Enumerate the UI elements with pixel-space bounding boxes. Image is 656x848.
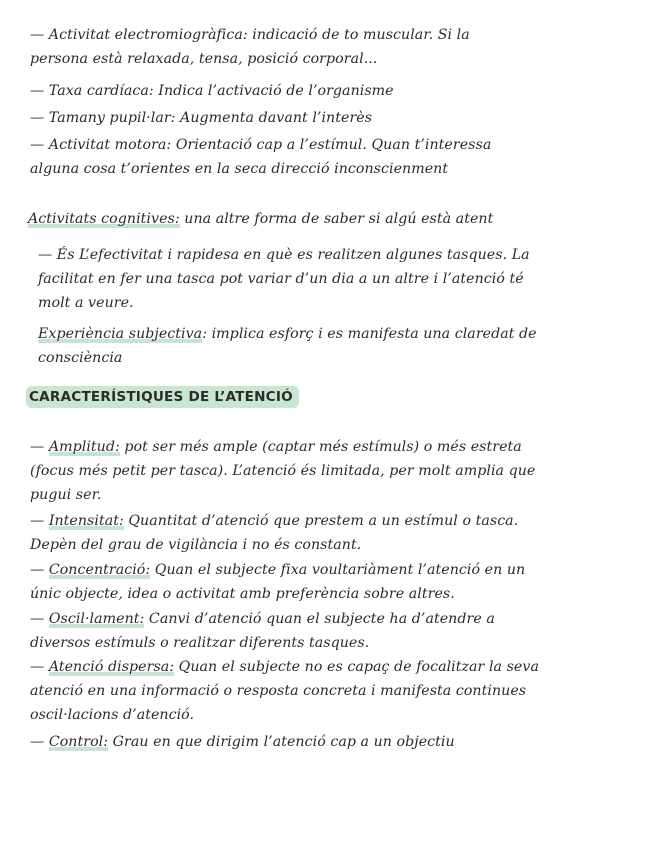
amplitude-term: Amplitud: — [48, 439, 120, 455]
effectiveness-line-1: — És L’efectivitat i rapidesa en què es realitzen algunes tasques. La — [38, 247, 530, 263]
concentration-line-1 — [30, 560, 525, 580]
dash: — — [30, 659, 49, 675]
control-text: Grau en que dirigim l’atenció cap a un objectiu — [108, 734, 455, 750]
dispersed-attention-line-2: atenció en una informació o resposta concreta i manifesta continues — [30, 683, 527, 699]
dispersed-attention-text: Quan el subjecte no es capaç de focalitzar la seva — [174, 659, 539, 675]
intensity-term: Intensitat: — [48, 513, 124, 529]
oscillation-line-1 — [30, 609, 495, 629]
concentration-line-2: únic objecte, idea o activitat amb preferència sobre altres. — [30, 586, 455, 602]
intensity-line-1 — [30, 511, 518, 531]
bullet-motor-activity-line-2: alguna cosa t’orientes en la seca direcció inconscienment — [30, 161, 449, 177]
dispersed-attention-line-3: oscil·lacions d’atenció. — [30, 707, 195, 723]
bullet-electromyographic-line-2: persona està relaxada, tensa, posició corporal... — [30, 51, 378, 67]
bullet-heart-rate: — Taxa cardíaca: Indica l’activació de l’organisme — [30, 83, 394, 99]
amplitude-text: pot ser més ample (captar més estímuls) o més estreta — [119, 439, 522, 455]
oscillation-text: Canvi d’atenció quan el subjecte ha d’atendre a — [144, 611, 495, 627]
subjective-experience-text: : implica esforç i es manifesta una claredat de — [202, 326, 537, 342]
intensity-text: Quantitat d’atenció que prestem a un estímul o tasca. — [123, 513, 519, 529]
oscillation-term: Oscil·lament: — [48, 611, 145, 627]
section-heading: CARACTERÍSTIQUES DE L’ATENCIÓ — [26, 386, 299, 408]
bullet-pupil-size: — Tamany pupil·lar: Augmenta davant l’interès — [30, 110, 373, 126]
effectiveness-line-2: facilitat en fer una tasca pot variar d’un dia a un altre i l’atenció té — [38, 271, 524, 287]
bullet-motor-activity-line-1: — Activitat motora: Orientació cap a l’estímul. Quan t’interessa — [30, 137, 492, 153]
subjective-experience-line-1 — [38, 324, 537, 344]
dash: — — [30, 734, 49, 750]
cognitive-activities-line — [28, 209, 493, 229]
dash: — — [30, 562, 49, 578]
amplitude-line-1 — [30, 437, 522, 457]
dispersed-attention-term: Atenció dispersa: — [48, 659, 175, 675]
amplitude-line-3: pugui ser. — [30, 487, 102, 503]
amplitude-line-2: (focus més petit per tasca). L’atenció és limitada, per molt amplia que — [30, 463, 536, 479]
dispersed-attention-line-1 — [30, 657, 539, 677]
cognitive-activities-term: Activitats cognitives: — [28, 211, 180, 227]
concentration-text: Quan el subjecte fixa voultariàment l’atenció en un — [150, 562, 526, 578]
concentration-term: Concentració: — [48, 562, 151, 578]
effectiveness-line-3: molt a veure. — [38, 295, 134, 311]
subjective-experience-term: Experiència subjectiva — [38, 326, 203, 342]
dash: — — [30, 611, 49, 627]
dash: — — [30, 439, 49, 455]
dash: — — [30, 513, 49, 529]
subjective-experience-line-2: consciència — [38, 350, 123, 366]
control-term: Control: — [48, 734, 109, 750]
intensity-line-2: Depèn del grau de vigilància i no és constant. — [30, 537, 362, 553]
control-line — [30, 732, 455, 752]
bullet-electromyographic-line-1: — Activitat electromiogràfica: indicació de to muscular. Si la — [30, 27, 470, 43]
cognitive-activities-text: una altre forma de saber si algú està atent — [179, 211, 494, 227]
oscillation-line-2: diversos estímuls o realitzar diferents tasques. — [30, 635, 370, 651]
